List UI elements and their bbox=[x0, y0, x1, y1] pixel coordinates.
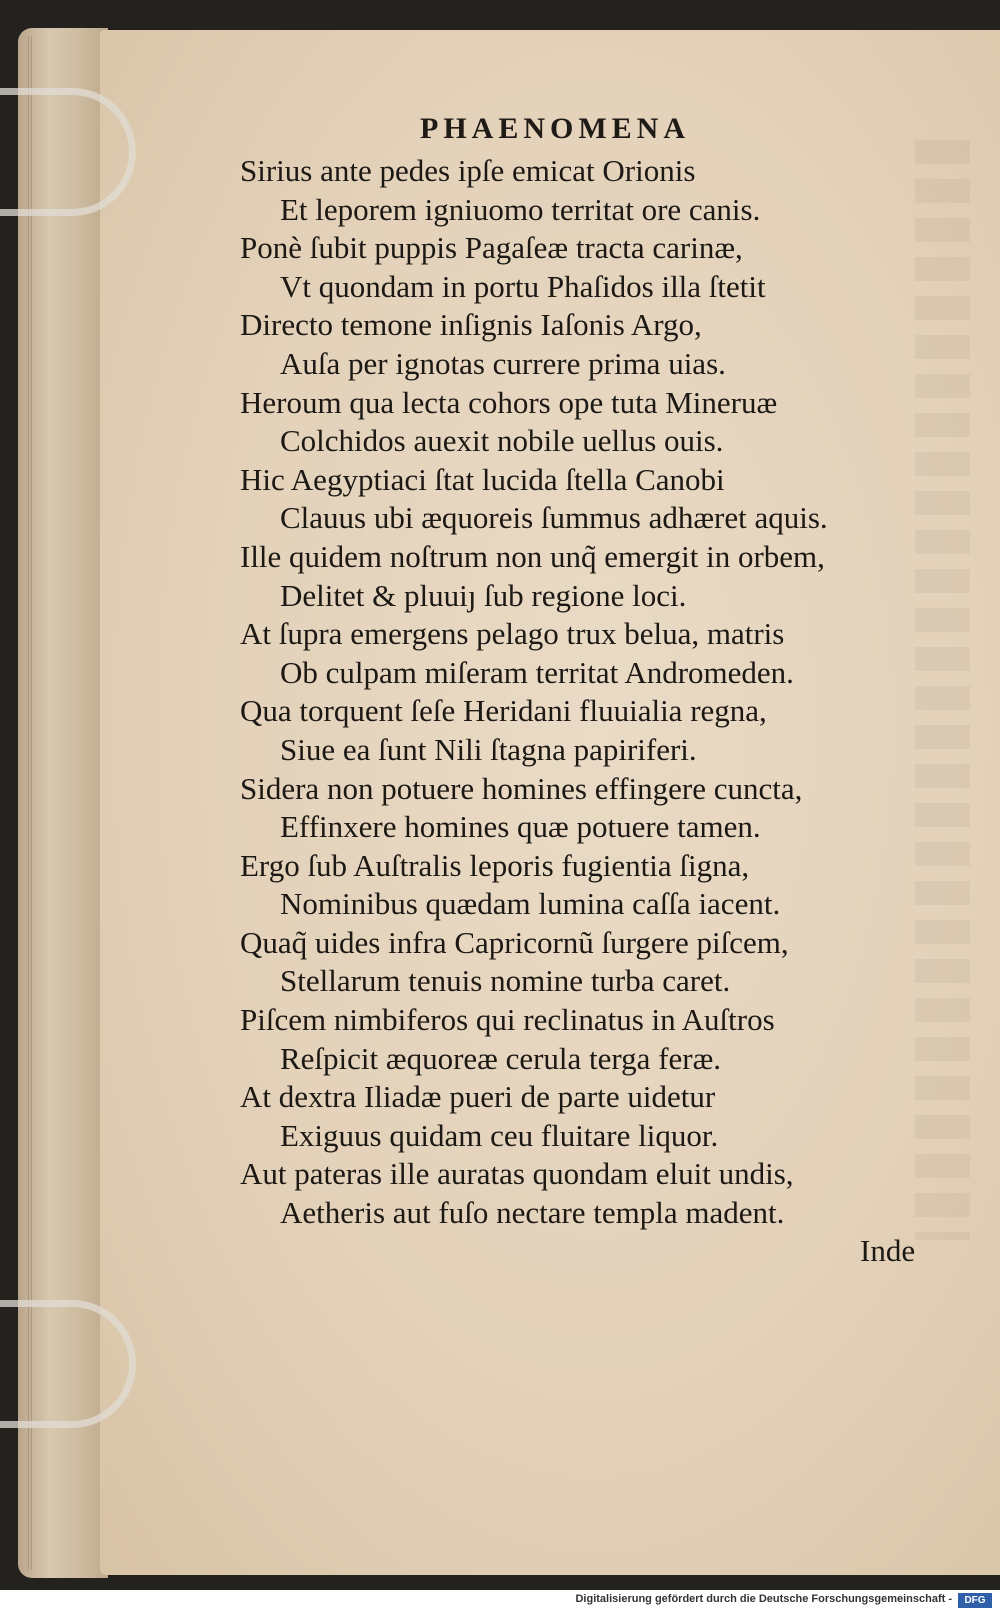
verse-line: Ille quidem noſtrum non unq̃ emergit in orbem, bbox=[240, 538, 825, 574]
verse-line: At ſupra emergens pelago trux belua, matris bbox=[240, 616, 785, 652]
verse-line: Stellarum tenuis nomine turba caret. bbox=[280, 963, 731, 999]
verse-line: Exiguus quidam ceu fluitare liquor. bbox=[280, 1117, 719, 1153]
verse-line: Siue ea ſunt Nili ſtagna papiriferi. bbox=[280, 731, 697, 767]
verse-line: Auſa per ignotas currere prima uias. bbox=[280, 345, 726, 381]
footer-bar bbox=[0, 1590, 1000, 1612]
verse-line: Aetheris aut fuſo nectare templa madent. bbox=[280, 1195, 785, 1231]
verse-line: Nominibus quædam lumina caſſa iacent. bbox=[280, 886, 781, 922]
verse-line: Et leporem igniuomo territat ore canis. bbox=[280, 191, 761, 227]
running-head: PHAENOMENA bbox=[420, 112, 690, 145]
verse-line: Heroum qua lecta cohors ope tuta Mineruæ bbox=[240, 384, 778, 420]
verse-line: Reſpicit æquoreæ cerula terga feræ. bbox=[280, 1040, 722, 1076]
verse-line: Vt quondam in portu Phaſidos illa ſtetit bbox=[280, 268, 766, 304]
verse-block bbox=[240, 152, 940, 1233]
dfg-logo-icon[interactable]: DFG bbox=[958, 1593, 992, 1608]
verse-line: Clauus ubi æquoreis ſummus adhæret aquis. bbox=[280, 500, 828, 536]
verse-line: Delitet & pluuiȷ ſub regione loci. bbox=[280, 577, 687, 613]
verse-line: Qua torquent ſeſe Heridani fluuialia regna, bbox=[240, 693, 767, 729]
verse-line: Hic Aegyptiaci ſtat lucida ſtella Canobi bbox=[240, 461, 725, 497]
verse-line: Ergo ſub Auſtralis leporis fugientia ſigna, bbox=[240, 847, 750, 883]
verse-line: Effinxere homines quæ potuere tamen. bbox=[280, 809, 761, 845]
catchword: Inde bbox=[860, 1233, 916, 1268]
footer-credit: Digitalisierung gefördert durch die Deutsche Forschungsgemeinschaft - bbox=[575, 1593, 952, 1605]
page-clip-bottom-icon bbox=[0, 1300, 136, 1428]
verse-line: Sidera non potuere homines effingere cuncta, bbox=[240, 770, 803, 806]
verse-line: Quaq̃ uides infra Capricornũ ſurgere piſcem, bbox=[240, 924, 789, 960]
verse-line: Directo temone inſignis Iaſonis Argo, bbox=[240, 307, 702, 343]
verse-line: Aut pateras ille auratas quondam eluit undis, bbox=[240, 1156, 794, 1192]
verse-line: At dextra Iliadæ pueri de parte uidetur bbox=[240, 1079, 716, 1115]
verse-line: Colchidos auexit nobile uellus ouis. bbox=[280, 423, 724, 459]
verse-line: Piſcem nimbiferos qui reclinatus in Auſtros bbox=[240, 1002, 775, 1038]
verse-line: Ponè ſubit puppis Pagaſeæ tracta carinæ, bbox=[240, 230, 743, 266]
page-clip-top-icon bbox=[0, 88, 136, 216]
verse-line: Ob culpam miſeram territat Andromeden. bbox=[280, 654, 794, 690]
verse-line: Sirius ante pedes ipſe emicat Orionis bbox=[240, 153, 696, 188]
